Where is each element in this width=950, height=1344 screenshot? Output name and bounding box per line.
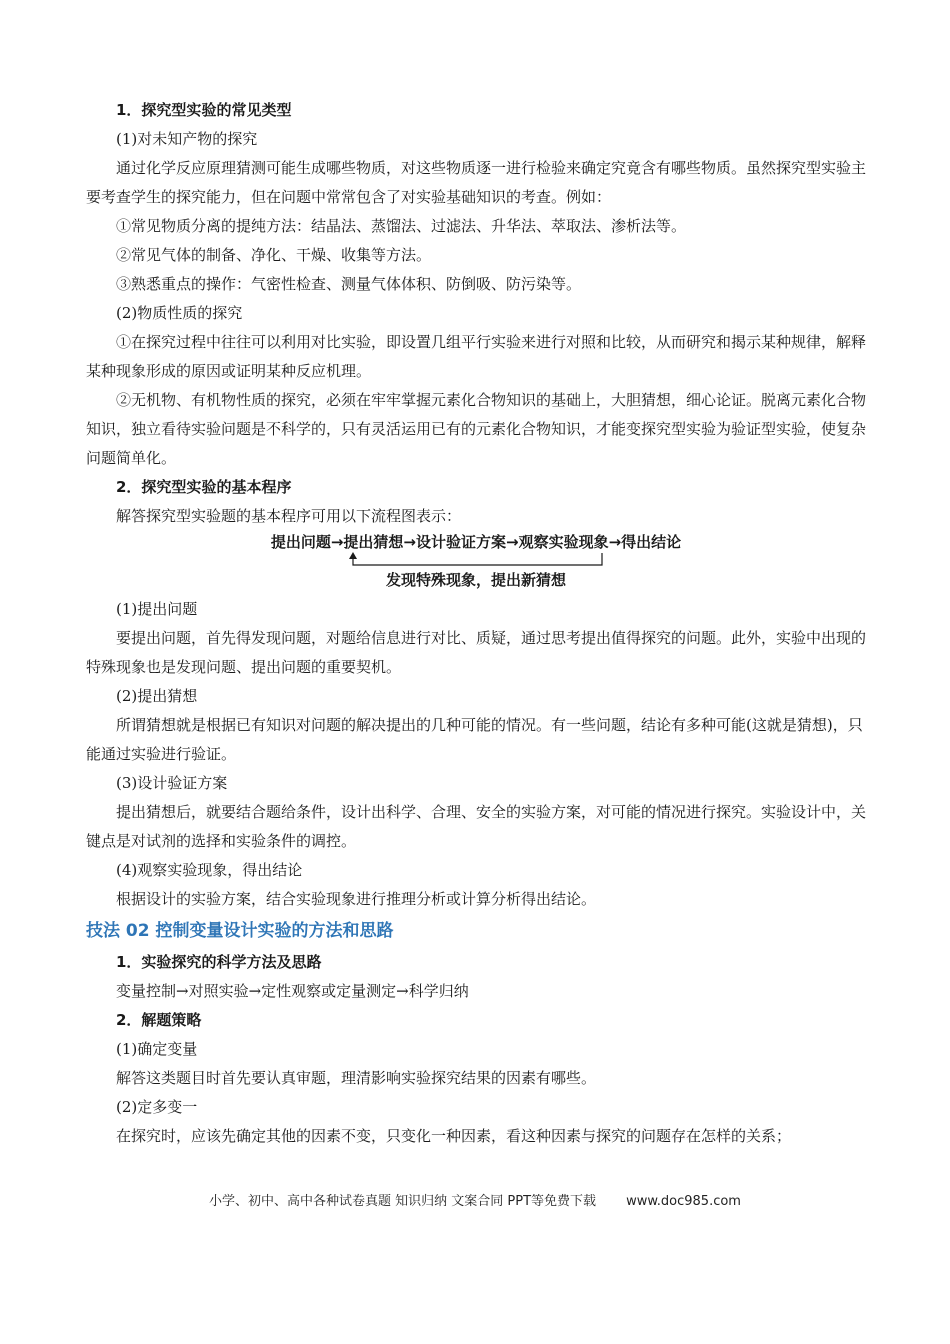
list-item-operations: ③熟悉重点的操作：气密性检查、测量气体体积、防倒吸、防污染等。 <box>116 275 582 293</box>
flowchart-feedback-label: 发现特殊现象，提出新猜想 <box>385 571 566 589</box>
section-heading-types: 1．探究型实验的常见类型 <box>116 101 292 119</box>
step-title-hypothesis: (2)提出猜想 <box>116 687 198 705</box>
subheading-properties: (2)物质性质的探究 <box>116 304 243 322</box>
technique-heading-strategy: 2．解题策略 <box>116 1011 202 1029</box>
paragraph-flow-intro: 解答探究型实验题的基本程序可用以下流程图表示： <box>116 507 462 525</box>
step-title-observe: (4)观察实验现象，得出结论 <box>116 861 303 879</box>
footer-text: 小学、初中、高中各种试卷真题 知识归纳 文案合同 PPT等免费下载 <box>209 1194 597 1209</box>
subheading-unknown-products: (1)对未知产物的探究 <box>116 130 258 148</box>
step-text-design: 提出猜想后，就要结合题给条件，设计出科学、合理、安全的实验方案，对可能的情况进行探究。实验设计中，关键点是对试剂的选择和实验条件的调控。 <box>86 803 867 850</box>
technique-title: 技法 02 控制变量设计实验的方法和思路 <box>86 921 394 941</box>
page-footer <box>0 1190 950 1209</box>
step-title-design: (3)设计验证方案 <box>116 774 228 792</box>
list-item-separation: ①常见物质分离的提纯方法：结晶法、蒸馏法、过滤法、升华法、萃取法、渗析法等。 <box>116 217 687 235</box>
strategy-text-variable: 解答这类题目时首先要认真审题，理清影响实验探究结果的因素有哪些。 <box>116 1069 597 1087</box>
paragraph-unknown-products: 通过化学反应原理猜测可能生成哪些物质，对这些物质逐一进行检验来确定究竟含有哪些物质。虽然探究型实验主要考查学生的探究能力，但在问题中常常包含了对实验基础知识的考查。例如： <box>86 159 867 206</box>
list-item-inorganic: ②无机物、有机物性质的探究，必须在牢牢掌握元素化合物知识的基础上，大胆猜想，细心论证。脱离元素化合物知识，独立看待实验问题是不科学的，只有灵活运用已有的元素化合物知识，才能变探究型实验为验证型实验，使复杂问题简单化。 <box>86 391 867 467</box>
strategy-title-variable: (1)确定变量 <box>116 1040 198 1058</box>
strategy-text-control: 在探究时，应该先确定其他的因素不变，只变化一种因素，看这种因素与探究的问题存在怎样的关系； <box>116 1127 792 1145</box>
list-item-contrast: ①在探究过程中往往可以利用对比实验，即设置几组平行实验来进行对照和比较，从而研究和揭示某种规律，解释某种现象形成的原因或证明某种反应机理。 <box>86 333 867 380</box>
list-item-gas: ②常见气体的制备、净化、干燥、收集等方法。 <box>116 246 432 264</box>
technique-method-flow: 变量控制→对照实验→定性观察或定量测定→科学归纳 <box>116 982 469 1000</box>
step-text-observe: 根据设计的实验方案，结合实验现象进行推理分析或计算分析得出结论。 <box>116 890 597 908</box>
step-text-hypothesis: 所谓猜想就是根据已有知识对问题的解决提出的几种可能的情况。有一些问题，结论有多种可能(这就是猜想)，只能通过实验进行验证。 <box>86 716 863 763</box>
step-title-question: (1)提出问题 <box>116 600 198 618</box>
flowchart-main-line: 提出问题→提出猜想→设计验证方案→观察实验现象→得出结论 <box>270 533 682 551</box>
strategy-title-control: (2)定多变一 <box>116 1098 198 1116</box>
section-heading-procedure: 2．探究型实验的基本程序 <box>116 478 292 496</box>
step-text-question: 要提出问题，首先得发现问题，对题给信息进行对比、质疑，通过思考提出值得探究的问题。此外，实验中出现的特殊现象也是发现问题、提出问题的重要契机。 <box>86 629 867 676</box>
flowchart <box>86 531 866 595</box>
footer-url[interactable]: www.doc985.com <box>626 1194 741 1209</box>
technique-heading-method: 1．实验探究的科学方法及思路 <box>116 953 322 971</box>
document-body <box>86 96 866 1151</box>
